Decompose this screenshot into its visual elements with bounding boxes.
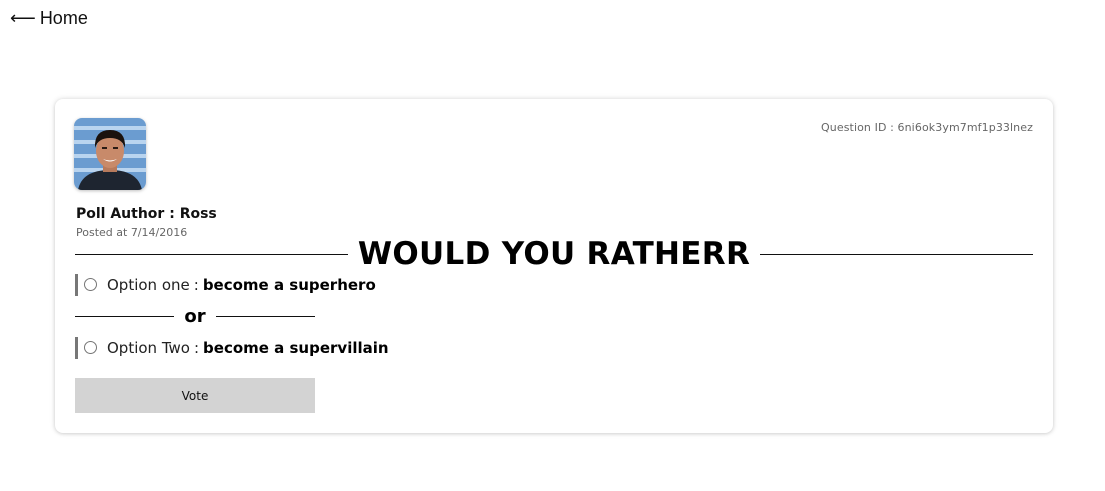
posted-label: Posted at [76, 226, 131, 239]
option-two-text: become a supervillain [203, 339, 389, 357]
poll-card [55, 99, 1053, 433]
option-two-radio[interactable] [84, 341, 97, 354]
question-id-value: 6ni6ok3ym7mf1p33lnez [897, 121, 1033, 134]
or-divider [75, 305, 315, 327]
option-one-text: become a superhero [202, 276, 376, 294]
option-one-label: Option one [107, 276, 190, 294]
option-one-separator: : [193, 276, 199, 294]
poll-author-label: Poll Author : [76, 206, 180, 222]
poll-author [76, 206, 217, 222]
home-link[interactable] [10, 8, 88, 29]
question-id [821, 121, 1033, 134]
option-two[interactable] [75, 337, 389, 359]
option-one[interactable] [75, 274, 376, 296]
avatar [74, 118, 146, 190]
question-id-label: Question ID : [821, 121, 898, 134]
option-two-label: Option Two [107, 339, 190, 357]
page-title: WOULD YOU RATHERR [357, 236, 751, 272]
posted-date-value: 7/14/2016 [130, 226, 188, 239]
title-divider-right [760, 254, 1033, 255]
avatar-image [74, 118, 146, 190]
or-line-left [75, 316, 174, 317]
or-label: or [184, 305, 206, 327]
home-label: Home [39, 8, 88, 28]
or-line-right [216, 316, 315, 317]
vote-button[interactable]: Vote [75, 378, 315, 413]
option-two-separator: : [193, 339, 200, 357]
title-divider-left [75, 254, 348, 255]
title-row [75, 236, 1033, 272]
poll-author-name: Ross [179, 206, 217, 222]
back-arrow-icon: ⟵ [10, 8, 36, 28]
option-one-radio[interactable] [84, 278, 97, 291]
